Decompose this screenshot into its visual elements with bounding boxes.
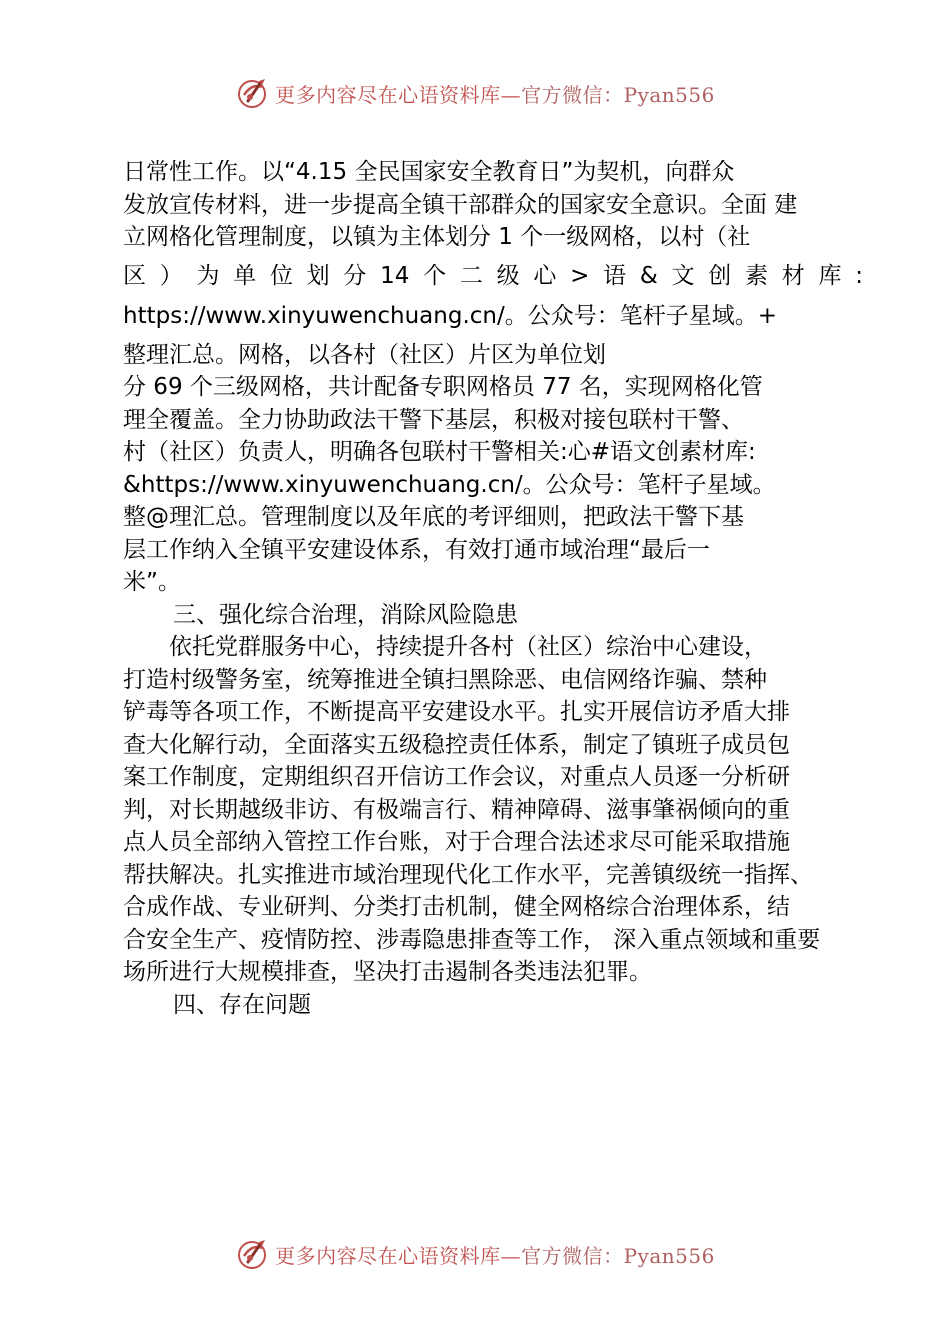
text-line: 整@理汇总。管理制度以及年底的考评细则，把政法干警下基 [123,504,744,530]
spread-char: 心 [533,262,557,289]
spread-char: 级 [496,262,520,289]
text-line: &https://www.xinyuwenchuang.cn/。公众号：笔杆子星域。 [123,471,776,498]
spread-char: 二 [459,262,483,289]
header-text [275,79,715,108]
footer-text [275,1240,715,1269]
spread-char: 材 [781,262,805,289]
document-body [123,156,863,1021]
spread-text-line [123,260,863,293]
text-line: 帮扶解决。扎实推进市域治理现代化工作水平，完善镇级统一指挥、 [123,861,813,888]
text-line: 依托党群服务中心，持续提升各村（社区）综治中心建设， [169,634,767,660]
footer-dash: — [500,1243,522,1268]
spread-char: 划 [306,262,330,289]
text-line: 分 69 个三级网格，共计配备专职网格员 77 名，实现网格化管 [123,374,763,400]
text-line: 村（社区）负责人，明确各包联村干警相关:心#语文创素材库: [123,439,756,465]
spread-char: 位 [269,262,293,289]
text-line: 整理汇总。网格，以各村（社区）片区为单位划 [123,341,606,368]
footer-wechat-id: Pyan556 [623,1243,715,1268]
section-heading-3: 三、强化综合治理，消除风险隐患 [173,601,518,628]
text-line: 铲毒等各项工作，不断提高平安建设水平。扎实开展信访矛盾大排 [123,699,790,725]
footer-wechat-label: 官方微信： [521,1243,624,1268]
text-line: 立网格化管理制度，以镇为主体划分 1 个一级网格，以村（社 [123,224,751,250]
header-wechat-id: Pyan556 [623,82,715,107]
text-line: 打造村级警务室，统筹推进全镇扫黑除恶、电信网络诈骗、禁种 [123,666,767,693]
text-line: 理全覆盖。全力协助政法干警下基层，积极对接包联村干警、 [123,406,744,433]
header-wechat-label: 官方微信： [521,82,624,107]
spread-char: 素 [744,262,768,289]
spread-char: 库 [818,262,842,289]
footer-main-text: 更多内容尽在心语资料库 [275,1243,501,1268]
text-line: 判，对长期越级非访、有极端言行、精神障碍、滋事肇祸倾向的重 [123,796,790,823]
spread-char: & [639,262,658,289]
text-line: 日常性工作。以“4.15 全民国家安全教育日”为契机，向群众 [123,159,735,185]
header-main-text: 更多内容尽在心语资料库 [275,82,501,107]
url-text-line: https://www.xinyuwenchuang.cn/。公众号：笔杆子星域。+ [123,303,778,329]
spread-char: 单 [233,262,257,289]
spread-char: 语 [603,262,627,289]
text-line: 层工作纳入全镇平安建设体系，有效打通市域治理“最后一 [123,536,710,563]
section-heading-4: 四、存在问题 [173,991,311,1018]
spread-char: > [570,262,590,289]
text-line: 米”。 [123,569,181,595]
text-line: 场所进行大规模排查，坚决打击遏制各类违法犯罪。 [123,959,652,985]
spread-char: 14 [380,262,410,289]
paragraph-1 [123,156,863,599]
spread-char: 为 [196,262,220,289]
text-line: 点人员全部纳入管控工作台账，对于合理合法述求尽可能采取措施 [123,829,790,855]
footer-banner [0,1234,950,1274]
spread-char: : [855,262,863,289]
text-line: 案工作制度，定期组织召开信访工作会议，对重点人员逐一分析研 [123,764,790,790]
logo-icon [235,1236,271,1272]
spread-char: 创 [708,262,732,289]
paragraph-2 [123,631,838,989]
spread-char: 文 [671,262,695,289]
text-line: 发放宣传材料，进一步提高全镇干部群众的国家安全意识。全面 建 [123,191,798,218]
logo-icon [235,75,271,111]
spread-char: 个 [423,262,447,289]
text-line: 查大化解行动，全面落实五级稳控责任体系，制定了镇班子成员包 [123,731,790,758]
header-dash: — [500,82,522,107]
spread-char: ） [159,262,183,289]
spread-char: 区 [123,262,146,289]
text-line: 合成作战、专业研判、分类打击机制，健全网格综合治理体系，结 [123,894,790,920]
header-banner [0,73,950,113]
spread-char: 分 [343,262,367,289]
text-line: 合安全生产、疫情防控、涉毒隐患排查等工作， 深入重点领域和重要 [123,926,821,953]
